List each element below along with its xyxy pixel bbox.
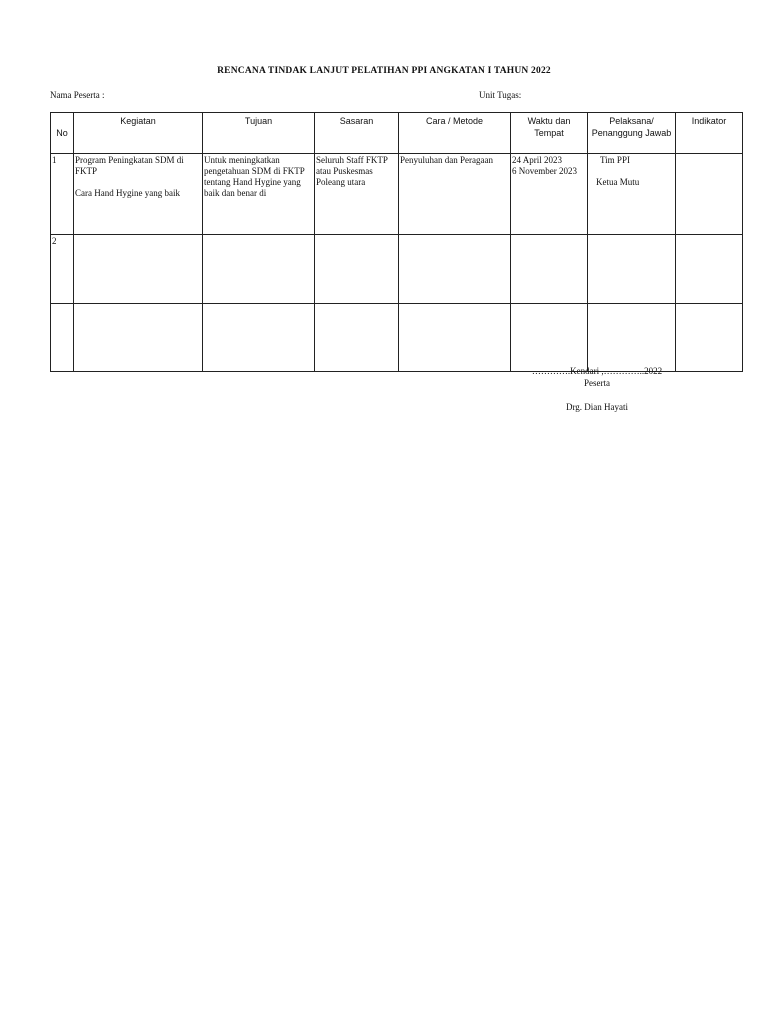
cell-kegiatan (74, 154, 203, 235)
footer-peserta: Peserta (584, 378, 610, 388)
waktu-line: 24 April 2023 (512, 155, 563, 165)
header-indikator: Indikator (676, 113, 743, 154)
header-sasaran: Sasaran (315, 113, 399, 154)
header-pelaksana: Pelaksana/ Penanggung Jawab (588, 113, 676, 154)
cell-tujuan (203, 235, 315, 304)
unit-tugas-label: Unit Tugas: (479, 90, 522, 100)
footer-place-date: ………….Kendari ,…………..2022 (531, 366, 663, 376)
header-tujuan: Tujuan (203, 113, 315, 154)
table-row (51, 235, 743, 304)
table-row (51, 304, 743, 372)
footer-signatory-name: Drg. Dian Hayati (565, 402, 629, 412)
cell-indikator (676, 304, 743, 372)
table-row (51, 154, 743, 235)
cell-kegiatan (74, 235, 203, 304)
kegiatan-line: Cara Hand Hygine yang baik (75, 188, 180, 198)
cell-cara-metode: Penyuluhan dan Peragaan (399, 154, 511, 235)
cell-waktu-tempat (511, 304, 588, 372)
waktu-line: 6 November 2023 (512, 166, 577, 176)
cell-pelaksana (588, 235, 676, 304)
cell-sasaran: Seluruh Staff FKTP atau Puskesmas Poleang utara (315, 154, 399, 235)
header-cara-metode: Cara / Metode (399, 113, 511, 154)
header-waktu-tempat: Waktu dan Tempat (511, 113, 588, 154)
pelaksana-line: Tim PPI (600, 155, 630, 165)
plan-table (50, 112, 743, 372)
cell-waktu-tempat (511, 154, 588, 235)
cell-pelaksana (588, 304, 676, 372)
cell-indikator (676, 235, 743, 304)
kegiatan-line: Program Peningkatan SDM di FKTP (75, 155, 184, 176)
cell-pelaksana (588, 154, 676, 235)
cell-waktu-tempat (511, 235, 588, 304)
nama-peserta-label: Nama Peserta : (50, 90, 105, 100)
pelaksana-line: Ketua Mutu (596, 177, 640, 187)
cell-tujuan (203, 304, 315, 372)
cell-sasaran (315, 235, 399, 304)
cell-cara-metode (399, 235, 511, 304)
cell-no: 1 (51, 154, 74, 235)
cell-sasaran (315, 304, 399, 372)
cell-no (51, 304, 74, 372)
header-kegiatan: Kegiatan (74, 113, 203, 154)
table-header-row (51, 113, 743, 154)
cell-tujuan: Untuk meningkatkan pengetahuan SDM di FKTP tentang Hand Hygine yang baik dan benar di (203, 154, 315, 235)
document-title: RENCANA TINDAK LANJUT PELATIHAN PPI ANGKATAN I TAHUN 2022 (217, 66, 551, 76)
cell-cara-metode (399, 304, 511, 372)
cell-indikator (676, 154, 743, 235)
cell-no: 2 (51, 235, 74, 304)
header-no: No (51, 113, 74, 154)
cell-kegiatan (74, 304, 203, 372)
